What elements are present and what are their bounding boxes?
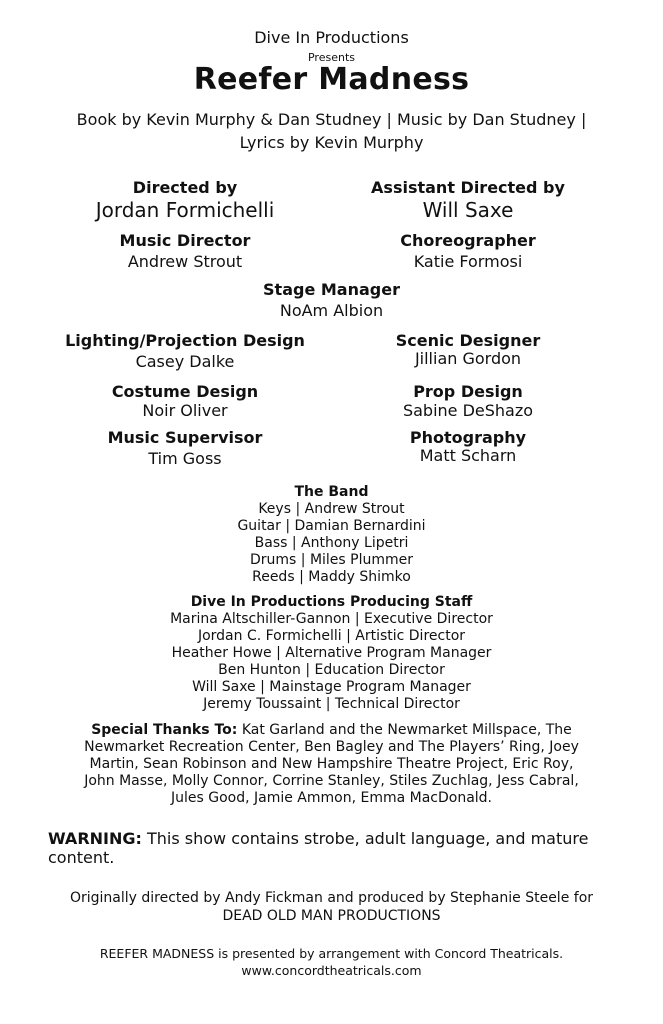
prop-role: Prop Design	[413, 382, 523, 401]
warning-text: This show contains strobe, adult language, and mature content.	[48, 829, 589, 867]
thanks-text: Martin, Sean Robinson and New Hampshire Theatre Project, Eric Roy,	[89, 756, 574, 772]
photography-role: Photography	[409, 428, 527, 447]
original-production-credit	[0, 889, 663, 925]
director-role: Directed by	[132, 178, 238, 197]
thanks-text: John Masse, Molly Connor, Corrine Stanley, Stiles Zuchlag, Jess Cabral,	[84, 773, 579, 789]
band-section	[0, 484, 663, 586]
producer-name: Dive In Productions	[254, 28, 409, 47]
staff-member: Jeremy Toussaint | Technical Director	[203, 696, 460, 712]
staff-member: Will Saxe | Mainstage Program Manager	[192, 679, 471, 695]
content-warning	[48, 829, 628, 867]
asst-director-name: Will Saxe	[422, 198, 514, 222]
thanks-label: Special Thanks To:	[91, 722, 238, 738]
band-member: Drums | Miles Plummer	[249, 552, 414, 568]
asst-director-role: Assistant Directed by	[371, 178, 565, 197]
band-member: Guitar | Damian Bernardini	[237, 518, 426, 534]
stage-manager-role: Stage Manager	[263, 280, 400, 299]
prop-name: Sabine DeShazo	[402, 401, 534, 420]
credits-line: Book by Kevin Murphy & Dan Studney | Music by Dan Studney |	[76, 110, 587, 129]
choreographer-role: Choreographer	[400, 231, 536, 250]
scenic-role: Scenic Designer	[395, 331, 541, 350]
band-member: Bass | Anthony Lipetri	[254, 535, 409, 551]
band-member: Keys | Andrew Strout	[258, 501, 405, 517]
band-member: Reeds | Maddy Shimko	[252, 569, 411, 585]
authorship-credits	[0, 108, 663, 154]
lighting-role: Lighting/Projection Design	[65, 331, 305, 350]
original-line: DEAD OLD MAN PRODUCTIONS	[222, 908, 441, 924]
warning-label: WARNING:	[48, 829, 142, 848]
credits-line: Lyrics by Kevin Murphy	[239, 133, 424, 152]
licensing-line: REEFER MADNESS is presented by arrangement with Concord Theatricals.	[99, 946, 564, 961]
staff-member: Marina Altschiller-Gannon | Executive Director	[170, 611, 493, 627]
director-name: Jordan Formichelli	[95, 198, 275, 222]
photography-name: Matt Scharn	[419, 446, 517, 465]
special-thanks	[0, 722, 663, 807]
staff-member: Ben Hunton | Education Director	[218, 662, 445, 678]
music-director-name: Andrew Strout	[127, 252, 243, 271]
licensing-url: www.concordtheatricals.com	[241, 963, 422, 978]
choreographer-name: Katie Formosi	[413, 252, 523, 271]
staff-heading: Dive In Productions Producing Staff	[190, 594, 473, 610]
stage-manager-name: NoAm Albion	[279, 301, 384, 320]
thanks-text: Kat Garland and the Newmarket Millspace, The	[237, 722, 572, 738]
music-supervisor-name: Tim Goss	[148, 449, 222, 468]
costume-name: Noir Oliver	[142, 401, 228, 420]
thanks-text: Jules Good, Jamie Ammon, Emma MacDonald.	[170, 790, 493, 806]
original-line: Originally directed by Andy Fickman and produced by Stephanie Steele for	[69, 890, 594, 906]
staff-section	[0, 594, 663, 713]
scenic-name: Jillian Gordon	[414, 349, 522, 368]
show-title: Reefer Madness	[193, 62, 470, 97]
music-director-role: Music Director	[119, 231, 251, 250]
music-supervisor-role: Music Supervisor	[107, 428, 263, 447]
band-heading: The Band	[294, 484, 369, 500]
thanks-text: Newmarket Recreation Center, Ben Bagley and The Players’ Ring, Joey	[84, 739, 579, 755]
costume-role: Costume Design	[111, 382, 259, 401]
staff-member: Heather Howe | Alternative Program Manager	[171, 645, 492, 661]
presents-label: Presents	[307, 51, 355, 64]
licensing-notice	[0, 945, 663, 979]
lighting-name: Casey Dalke	[135, 352, 235, 371]
staff-member: Jordan C. Formichelli | Artistic Director	[197, 628, 466, 644]
